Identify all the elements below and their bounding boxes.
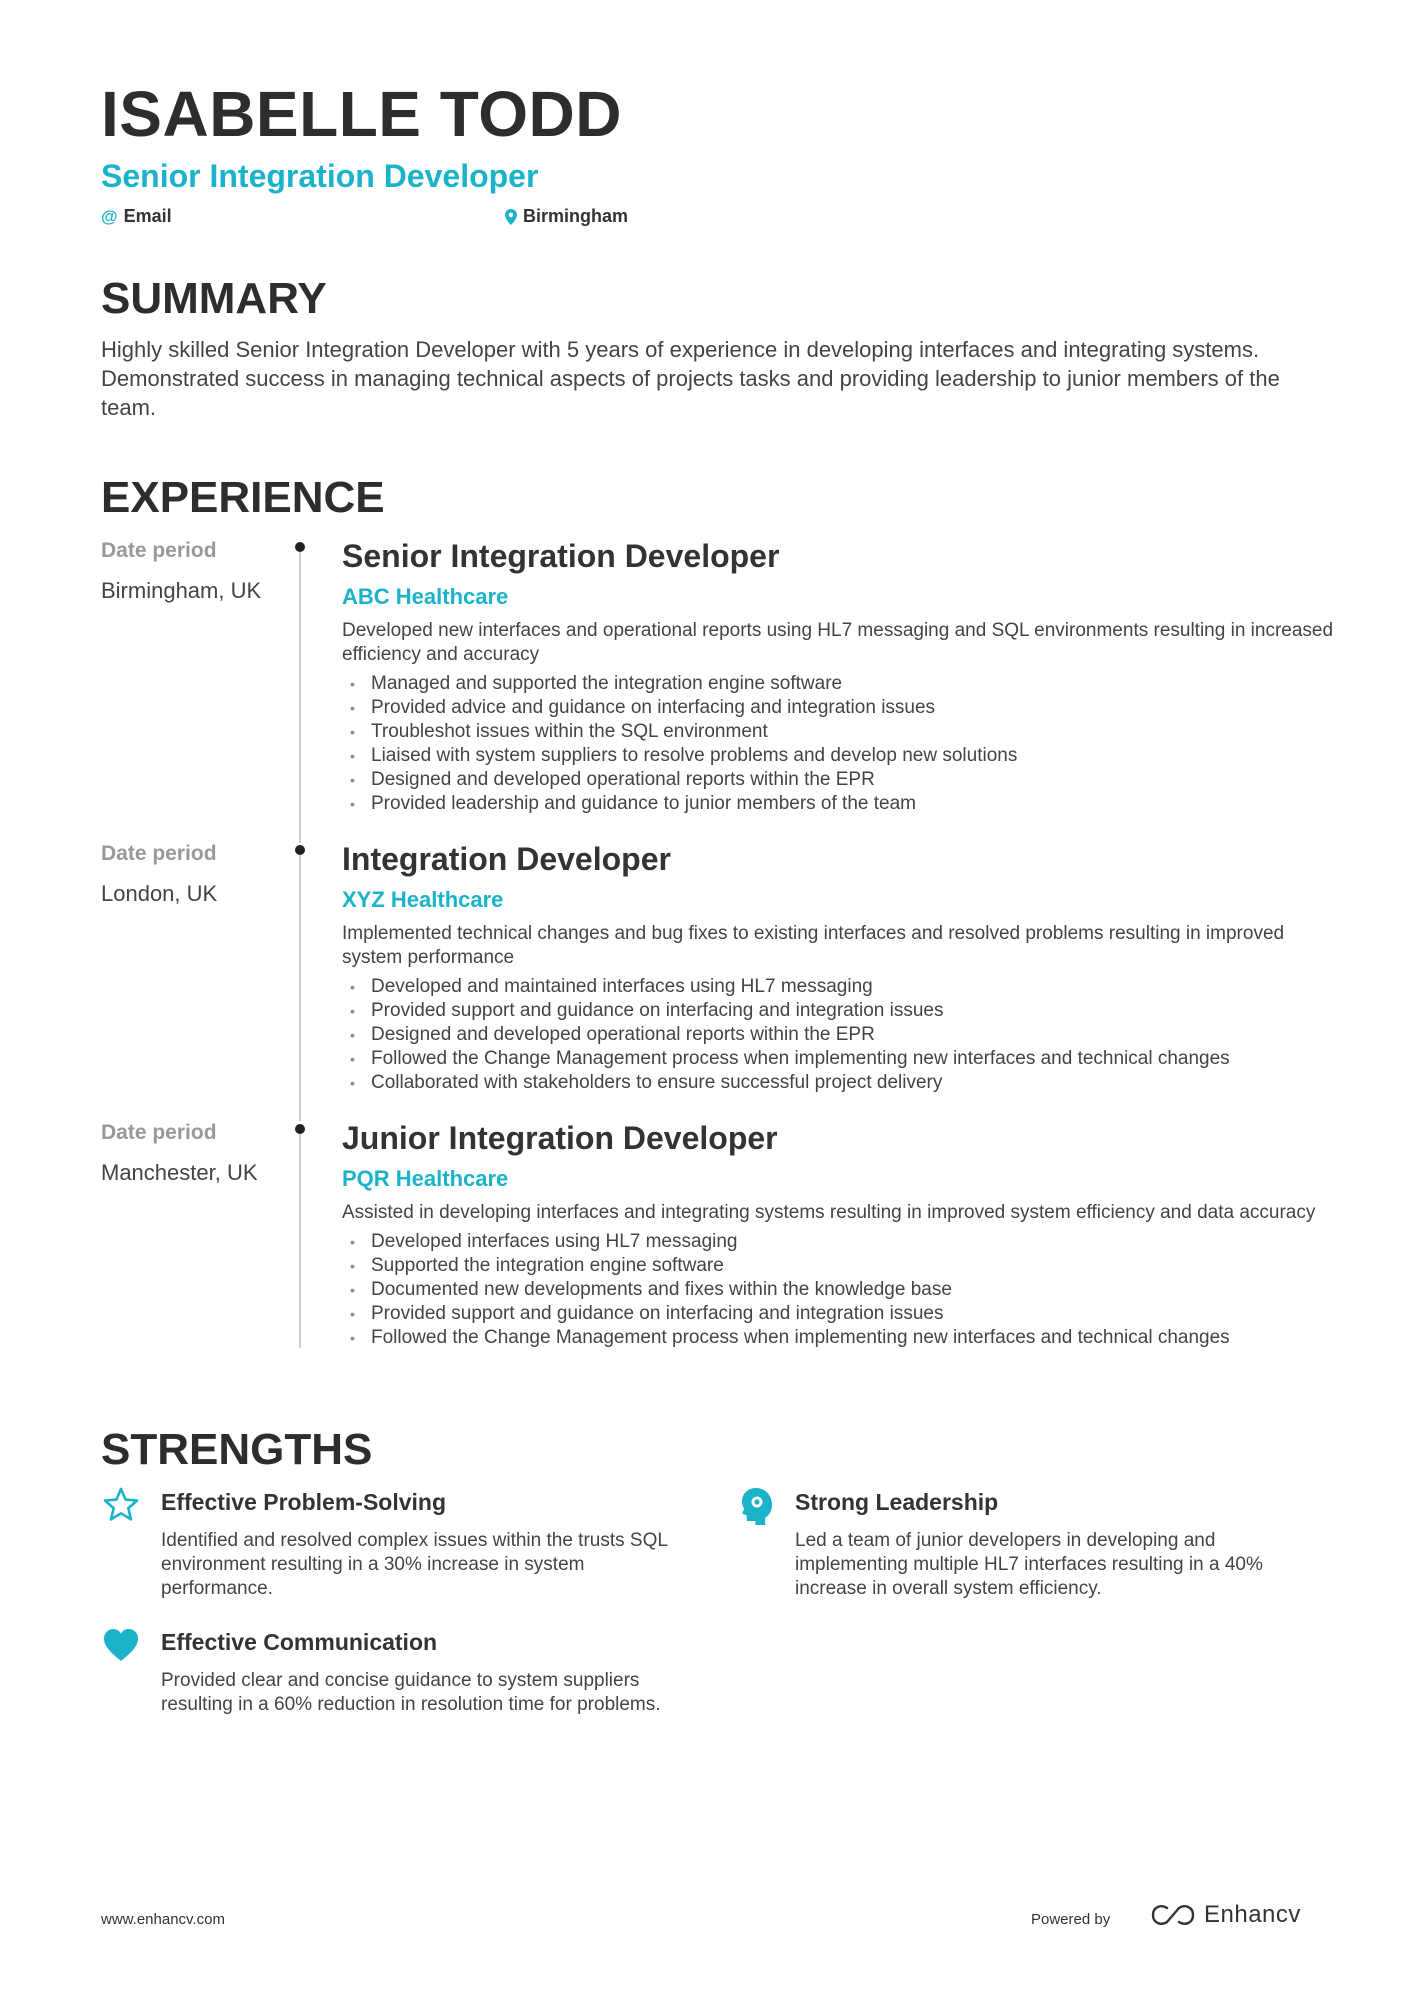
job-bullet: • Provided leadership and guidance to junior members of the team <box>342 792 1342 816</box>
job-bullet: • Developed and maintained interfaces using HL7 messaging <box>342 975 1342 999</box>
job-bullet: • Followed the Change Management process when implementing new interfaces and technical changes <box>342 1326 1342 1350</box>
summary-text: Highly skilled Senior Integration Developer with 5 years of experience in developing interfaces and integrating systems. Demonstrated success in managing technical aspects of projects tasks and providing leadership to junior members of the team. <box>101 337 1280 420</box>
strength-title: Effective Communication <box>161 1629 438 1655</box>
job-bullet: • Supported the integration engine software <box>342 1254 1342 1278</box>
job-date: Date period <box>101 539 217 562</box>
head-icon <box>735 1485 775 1525</box>
job-bullets <box>342 672 1342 816</box>
contact-email[interactable] <box>101 206 172 227</box>
summary-heading: SUMMARY <box>101 274 327 323</box>
job-location: London, UK <box>101 881 218 906</box>
job-bullet: • Developed interfaces using HL7 messaging <box>342 1230 1342 1254</box>
job-description: Developed new interfaces and operational reports using HL7 messaging and SQL environments resulting in increased efficiency and accuracy <box>342 620 1334 665</box>
job-role: Integration Developer <box>342 841 671 877</box>
job-bullet: • Collaborated with stakeholders to ensure successful project delivery <box>342 1071 1342 1095</box>
job-location: Manchester, UK <box>101 1160 258 1185</box>
job-bullet: • Designed and developed operational reports within the EPR <box>342 768 1342 792</box>
star-icon <box>101 1485 141 1525</box>
enhancv-logo-icon <box>1150 1903 1196 1927</box>
job-date: Date period <box>101 1121 217 1144</box>
job-company[interactable]: PQR Healthcare <box>342 1166 509 1191</box>
job-bullet: • Designed and developed operational reports within the EPR <box>342 1023 1342 1047</box>
job-bullets <box>342 975 1342 1095</box>
job-bullet: • Provided support and guidance on interfacing and integration issues <box>342 1302 1342 1326</box>
footer-powered-by: Powered by <box>1031 1911 1111 1928</box>
strength-description: Provided clear and concise guidance to system suppliers resulting in a 60% reduction in resolution time for problems. <box>161 1670 661 1715</box>
experience-heading: EXPERIENCE <box>101 473 385 522</box>
job-bullet: • Managed and supported the integration engine software <box>342 672 1342 696</box>
brand-name: Enhancv <box>1204 1901 1301 1928</box>
job-description: Assisted in developing interfaces and integrating systems resulting in improved system efficiency and data accuracy <box>342 1202 1316 1223</box>
job-location: Birmingham, UK <box>101 578 262 603</box>
job-bullet: • Followed the Change Management process when implementing new interfaces and technical changes <box>342 1047 1342 1071</box>
job-bullet: • Liaised with system suppliers to resolve problems and develop new solutions <box>342 744 1342 768</box>
candidate-title: Senior Integration Developer <box>101 158 539 194</box>
job-company[interactable]: ABC Healthcare <box>342 584 509 609</box>
strengths-heading: STRENGTHS <box>101 1425 373 1474</box>
at-icon: @ <box>101 206 118 226</box>
email-label: Email <box>123 206 172 226</box>
location-label: Birmingham <box>523 206 629 226</box>
strength-description: Led a team of junior developers in developing and implementing multiple HL7 interfaces resulting in a 40% increase in overall system efficiency. <box>795 1530 1263 1599</box>
job-company[interactable]: XYZ Healthcare <box>342 887 504 912</box>
strength-title: Effective Problem-Solving <box>161 1489 447 1515</box>
strength-title: Strong Leadership <box>795 1489 999 1515</box>
location-pin-icon <box>505 209 517 225</box>
heart-icon <box>101 1625 141 1665</box>
candidate-name: ISABELLE TODD <box>101 78 622 150</box>
job-bullet: • Documented new developments and fixes within the knowledge base <box>342 1278 1342 1302</box>
job-bullets <box>342 1230 1342 1350</box>
job-bullet: • Troubleshot issues within the SQL environment <box>342 720 1342 744</box>
footer-url[interactable]: www.enhancv.com <box>101 1911 225 1928</box>
footer-brand[interactable] <box>1150 1901 1301 1929</box>
job-bullet: • Provided advice and guidance on interfacing and integration issues <box>342 696 1342 720</box>
job-role: Senior Integration Developer <box>342 538 780 574</box>
contact-location <box>505 206 628 227</box>
job-description: Implemented technical changes and bug fixes to existing interfaces and resolved problems resulting in improved system performance <box>342 923 1285 968</box>
job-role: Junior Integration Developer <box>342 1120 778 1156</box>
job-bullet: • Provided support and guidance on interfacing and integration issues <box>342 999 1342 1023</box>
strength-description: Identified and resolved complex issues within the trusts SQL environment resulting in a 30% increase in system performance. <box>161 1530 668 1599</box>
job-date: Date period <box>101 842 217 865</box>
